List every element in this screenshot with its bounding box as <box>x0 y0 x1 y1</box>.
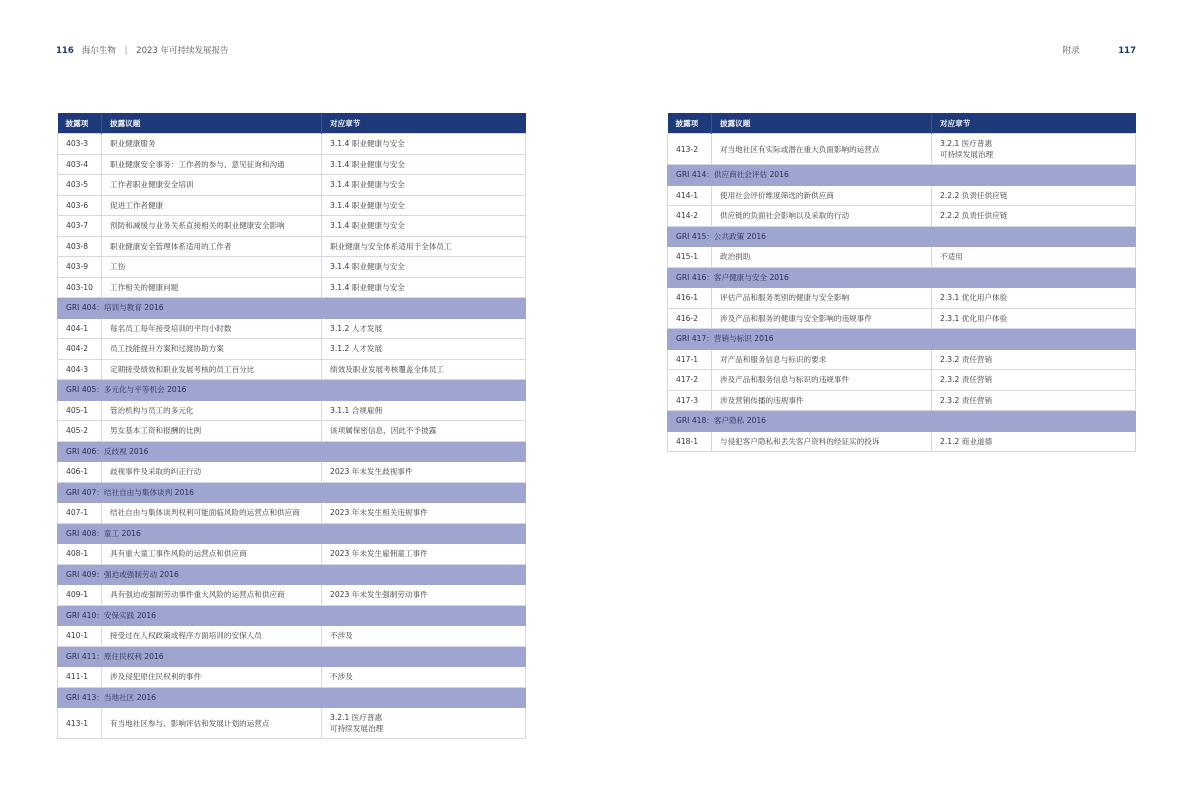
page-header-left <box>56 44 229 56</box>
disclosure-code-cell: 404-3 <box>58 359 102 380</box>
disclosure-code-cell: 417-3 <box>668 390 712 411</box>
chapter-cell: 3.1.2 人才发展 <box>322 318 526 339</box>
disclosure-topic-cell: 涉及产品和服务信息与标识的违规事件 <box>712 370 932 391</box>
section-title: GRI 410：安保实践 2016 <box>58 605 526 626</box>
table-header-row <box>668 113 1136 134</box>
disclosure-topic-cell: 接受过在人权政策或程序方面培训的安保人员 <box>102 626 322 647</box>
section-title: GRI 406：反歧视 2016 <box>58 441 526 462</box>
report-title: 2023 年可持续发展报告 <box>136 46 229 56</box>
table-row <box>668 134 1136 165</box>
chapter-cell: 职业健康与安全体系适用于全体员工 <box>322 236 526 257</box>
disclosure-code-cell: 403-8 <box>58 236 102 257</box>
chapter-cell: 3.2.1 医疗普惠 可持续发展治理 <box>322 708 526 739</box>
disclosure-code-cell: 405-2 <box>58 421 102 442</box>
col-header-section: 对应章节 <box>932 113 1136 134</box>
disclosure-code-cell: 411-1 <box>58 667 102 688</box>
section-title: GRI 414：供应商社会评估 2016 <box>668 165 1136 186</box>
disclosure-topic-cell: 与侵犯客户隐私和丢失客户资料的经证实的投诉 <box>712 431 932 452</box>
chapter-cell: 2.2.2 负责任供应链 <box>932 206 1136 227</box>
table-row <box>668 185 1136 206</box>
chapter-cell: 2023 年未发生歧视事件 <box>322 462 526 483</box>
disclosure-code-cell: 414-2 <box>668 206 712 227</box>
disclosure-code-cell: 409-1 <box>58 585 102 606</box>
disclosure-topic-cell: 使用社会评价维度筛选的新供应商 <box>712 185 932 206</box>
section-header-row <box>58 687 526 708</box>
disclosure-topic-cell: 工作者职业健康安全培训 <box>102 175 322 196</box>
disclosure-code-cell: 414-1 <box>668 185 712 206</box>
table-row <box>668 206 1136 227</box>
table-row <box>58 462 526 483</box>
section-header-row <box>668 329 1136 350</box>
disclosure-code-cell: 404-2 <box>58 339 102 360</box>
disclosure-code-cell: 417-2 <box>668 370 712 391</box>
section-title: GRI 415：公共政策 2016 <box>668 226 1136 247</box>
section-header-row <box>58 605 526 626</box>
table-row <box>668 390 1136 411</box>
disclosure-topic-cell: 歧视事件及采取的纠正行动 <box>102 462 322 483</box>
table-row <box>58 175 526 196</box>
disclosure-topic-cell: 职业健康安全事务：工作者的参与、意见征询和沟通 <box>102 154 322 175</box>
section-title: GRI 407：结社自由与集体谈判 2016 <box>58 482 526 503</box>
chapter-cell: 3.1.4 职业健康与安全 <box>322 277 526 298</box>
disclosure-topic-cell: 工作相关的健康问题 <box>102 277 322 298</box>
disclosure-code-cell: 407-1 <box>58 503 102 524</box>
disclosure-code-cell: 413-2 <box>668 134 712 165</box>
col-header-topic: 披露议题 <box>102 113 322 134</box>
disclosure-code-cell: 403-7 <box>58 216 102 237</box>
disclosure-code-cell: 416-2 <box>668 308 712 329</box>
table-row <box>668 349 1136 370</box>
disclosure-topic-cell: 职业健康服务 <box>102 134 322 155</box>
chapter-cell: 2.2.2 负责任供应链 <box>932 185 1136 206</box>
col-header-section: 对应章节 <box>322 113 526 134</box>
disclosure-topic-cell: 对产品和服务信息与标识的要求 <box>712 349 932 370</box>
disclosure-code-cell: 403-4 <box>58 154 102 175</box>
chapter-cell: 3.1.4 职业健康与安全 <box>322 154 526 175</box>
disclosure-code-cell: 403-6 <box>58 195 102 216</box>
table-row <box>58 216 526 237</box>
section-title: GRI 413：当地社区 2016 <box>58 687 526 708</box>
company-name: 海尔生物 <box>81 46 116 56</box>
disclosure-topic-cell: 具有强迫或强制劳动事件重大风险的运营点和供应商 <box>102 585 322 606</box>
table-row <box>668 431 1136 452</box>
disclosure-code-cell: 418-1 <box>668 431 712 452</box>
table-row <box>668 288 1136 309</box>
table-row <box>58 708 526 739</box>
table-row <box>58 626 526 647</box>
disclosure-code-cell: 403-3 <box>58 134 102 155</box>
section-header-row <box>668 267 1136 288</box>
table-row <box>58 421 526 442</box>
chapter-cell: 3.1.4 职业健康与安全 <box>322 134 526 155</box>
disclosure-topic-cell: 对当地社区有实际或潜在重大负面影响的运营点 <box>712 134 932 165</box>
section-title: GRI 418：客户隐私 2016 <box>668 411 1136 432</box>
disclosure-code-cell: 410-1 <box>58 626 102 647</box>
gri-index-table-left <box>57 113 526 739</box>
appendix-label: 附录 <box>1062 46 1080 56</box>
page-header-right <box>1063 44 1136 56</box>
disclosure-topic-cell: 涉及营销传播的违规事件 <box>712 390 932 411</box>
chapter-cell: 3.1.4 职业健康与安全 <box>322 257 526 278</box>
disclosure-topic-cell: 工伤 <box>102 257 322 278</box>
section-title: GRI 405：多元化与平等机会 2016 <box>58 380 526 401</box>
chapter-cell: 不涉及 <box>322 626 526 647</box>
chapter-cell: 3.2.1 医疗普惠 可持续发展治理 <box>932 134 1136 165</box>
disclosure-topic-cell: 供应链的负面社会影响以及采取的行动 <box>712 206 932 227</box>
disclosure-topic-cell: 具有重大童工事件风险的运营点和供应商 <box>102 544 322 565</box>
disclosure-code-cell: 403-9 <box>58 257 102 278</box>
section-header-row <box>58 298 526 319</box>
col-header-code: 披露项 <box>668 113 712 134</box>
chapter-cell: 不适用 <box>932 247 1136 268</box>
disclosure-code-cell: 416-1 <box>668 288 712 309</box>
disclosure-topic-cell: 男女基本工资和报酬的比例 <box>102 421 322 442</box>
table-row <box>58 134 526 155</box>
chapter-cell: 3.1.4 职业健康与安全 <box>322 175 526 196</box>
gri-index-table-right <box>667 113 1136 452</box>
table-row <box>58 585 526 606</box>
table-row <box>58 236 526 257</box>
disclosure-code-cell: 415-1 <box>668 247 712 268</box>
chapter-cell: 2.3.1 优化用户体验 <box>932 308 1136 329</box>
disclosure-code-cell: 405-1 <box>58 400 102 421</box>
table-row <box>668 247 1136 268</box>
disclosure-topic-cell: 职业健康安全管理体系适用的工作者 <box>102 236 322 257</box>
chapter-cell: 2.3.1 优化用户体验 <box>932 288 1136 309</box>
disclosure-code-cell: 408-1 <box>58 544 102 565</box>
table-row <box>58 257 526 278</box>
disclosure-topic-cell: 管治机构与员工的多元化 <box>102 400 322 421</box>
section-header-row <box>58 380 526 401</box>
chapter-cell: 3.1.2 人才发展 <box>322 339 526 360</box>
section-header-row <box>58 523 526 544</box>
chapter-cell: 绩效及职业发展考核覆盖全体员工 <box>322 359 526 380</box>
table-header-row <box>58 113 526 134</box>
table-row <box>58 277 526 298</box>
chapter-cell: 不涉及 <box>322 667 526 688</box>
disclosure-topic-cell: 评估产品和服务类别的健康与安全影响 <box>712 288 932 309</box>
disclosure-code-cell: 406-1 <box>58 462 102 483</box>
table-row <box>58 667 526 688</box>
table-row <box>668 308 1136 329</box>
table-row <box>58 503 526 524</box>
table-row <box>668 370 1136 391</box>
disclosure-topic-cell: 政治捐助 <box>712 247 932 268</box>
chapter-cell: 2023 年未发生强制劳动事件 <box>322 585 526 606</box>
col-header-code: 披露项 <box>58 113 102 134</box>
chapter-cell: 2.1.2 商业道德 <box>932 431 1136 452</box>
chapter-cell: 3.1.4 职业健康与安全 <box>322 216 526 237</box>
section-title: GRI 417：营销与标识 2016 <box>668 329 1136 350</box>
disclosure-topic-cell: 有当地社区参与、影响评估和发展计划的运营点 <box>102 708 322 739</box>
disclosure-topic-cell: 预防和减缓与业务关系直接相关的职业健康安全影响 <box>102 216 322 237</box>
table-row <box>58 339 526 360</box>
chapter-cell: 2023 年未发生相关违规事件 <box>322 503 526 524</box>
chapter-cell: 2.3.2 责任营销 <box>932 349 1136 370</box>
table-row <box>58 400 526 421</box>
disclosure-topic-cell: 员工技能提升方案和过渡协助方案 <box>102 339 322 360</box>
disclosure-topic-cell: 结社自由与集体谈判权利可能面临风险的运营点和供应商 <box>102 503 322 524</box>
chapter-cell: 该项属保密信息，因此不予披露 <box>322 421 526 442</box>
table-row <box>58 195 526 216</box>
disclosure-code-cell: 404-1 <box>58 318 102 339</box>
chapter-cell: 3.1.1 合规雇佣 <box>322 400 526 421</box>
disclosure-topic-cell: 促进工作者健康 <box>102 195 322 216</box>
table-row <box>58 544 526 565</box>
disclosure-code-cell: 403-10 <box>58 277 102 298</box>
section-header-row <box>668 226 1136 247</box>
chapter-cell: 3.1.4 职业健康与安全 <box>322 195 526 216</box>
section-title: GRI 409：强迫或强制劳动 2016 <box>58 564 526 585</box>
section-title: GRI 408：童工 2016 <box>58 523 526 544</box>
section-header-row <box>58 441 526 462</box>
disclosure-topic-cell: 每名员工每年接受培训的平均小时数 <box>102 318 322 339</box>
disclosure-code-cell: 403-5 <box>58 175 102 196</box>
section-header-row <box>58 564 526 585</box>
chapter-cell: 2023 年未发生雇佣童工事件 <box>322 544 526 565</box>
col-header-topic: 披露议题 <box>712 113 932 134</box>
page-number-right: 117 <box>1118 46 1136 56</box>
section-header-row <box>58 646 526 667</box>
chapter-cell: 2.3.2 责任营销 <box>932 370 1136 391</box>
header-divider: | <box>124 46 128 56</box>
table-row <box>58 154 526 175</box>
disclosure-code-cell: 413-1 <box>58 708 102 739</box>
page-number-left: 116 <box>56 46 74 56</box>
section-title: GRI 416：客户健康与安全 2016 <box>668 267 1136 288</box>
disclosure-topic-cell: 定期接受绩效和职业发展考核的员工百分比 <box>102 359 322 380</box>
section-header-row <box>668 165 1136 186</box>
section-header-row <box>58 482 526 503</box>
section-title: GRI 411：原住民权利 2016 <box>58 646 526 667</box>
section-header-row <box>668 411 1136 432</box>
table-row <box>58 359 526 380</box>
table-row <box>58 318 526 339</box>
chapter-cell: 2.3.2 责任营销 <box>932 390 1136 411</box>
disclosure-code-cell: 417-1 <box>668 349 712 370</box>
disclosure-topic-cell: 涉及产品和服务的健康与安全影响的违规事件 <box>712 308 932 329</box>
disclosure-topic-cell: 涉及侵犯原住民权利的事件 <box>102 667 322 688</box>
section-title: GRI 404：培训与教育 2016 <box>58 298 526 319</box>
